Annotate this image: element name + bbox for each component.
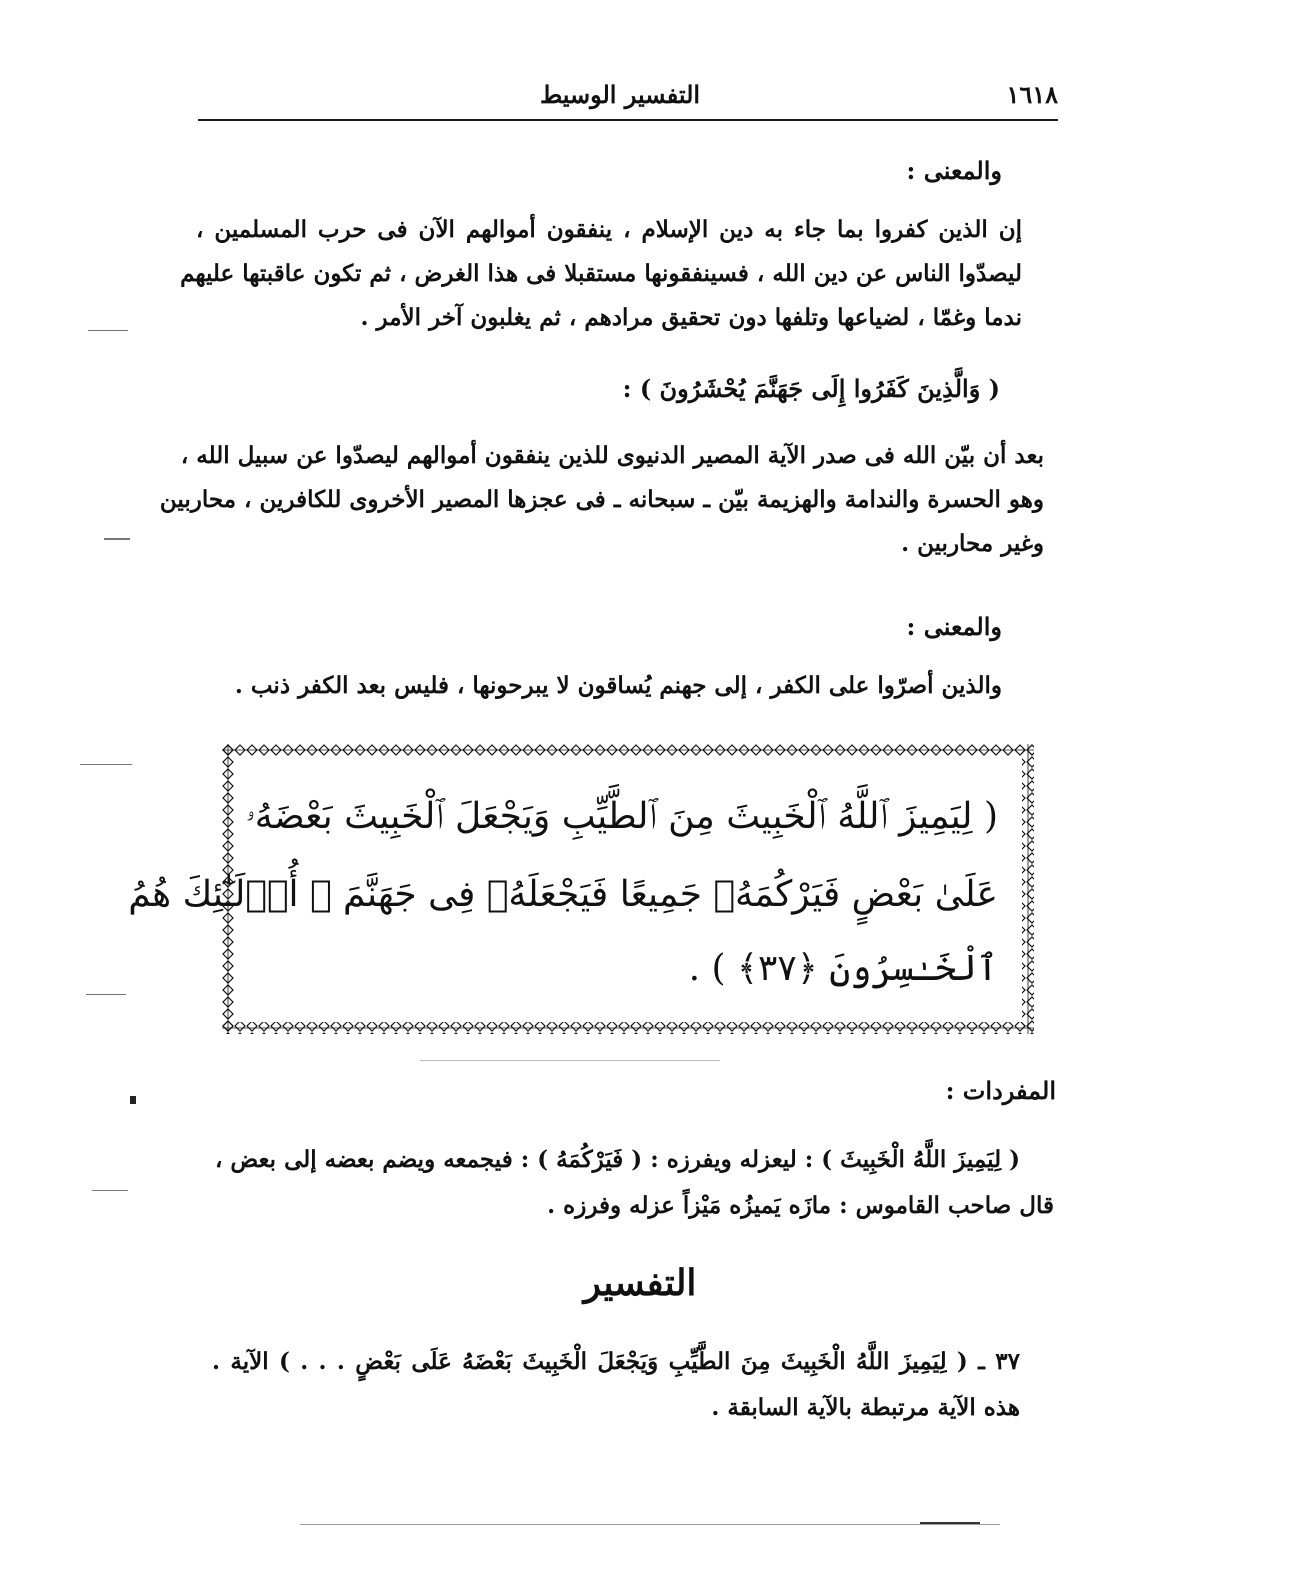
paragraph-line: إن الذين كفروا بما جاء به دين الإسلام ، ينفقون أموالهم الآن فى حرب المسلمين ، — [196, 216, 1022, 243]
paragraph-line: ( لِيَمِيزَ اللَّهُ الْخَبِيثَ ) : ليعزله ويفرزه : ( فَيَرْكُمَهُ ) : فيجمعه ويضم بعضه إلى بعض ، — [214, 1146, 1020, 1173]
tafsir-paragraph — [212, 1340, 1020, 1384]
paragraph-line: قال صاحب القاموس : مازَه يَميزُه مَيْزاً عزله وفرزه . — [547, 1192, 1054, 1219]
header-rule — [198, 119, 1058, 121]
verse-heading: ( وَالَّذِينَ كَفَرُوا إِلَى جَهَنَّمَ يُحْشَرُونَ ) : — [622, 374, 1000, 403]
paragraph-line: هذه الآية مرتبطة بالآية السابقة . — [711, 1394, 1020, 1421]
scan-artifact — [92, 1190, 128, 1191]
paragraph-line: ندما وغمّا ، لضياعها وتلفها دون تحقيق مرادهم ، ثم يغلبون آخر الأمر . — [360, 304, 1022, 331]
tafsir-heading: التفسير — [583, 1262, 697, 1304]
paragraph-line: ليصدّوا الناس عن دين الله ، فسينفقونها مستقبلا فى هذا الغرض ، ثم تكون عاقبتها عليهم — [180, 260, 1022, 287]
meaning-paragraph-2 — [222, 664, 1002, 708]
quran-line: ٱلْخَـٰسِرُونَ ﴿٣٧﴾ ) . — [688, 948, 998, 989]
quran-verse-frame — [128, 744, 1034, 1034]
paragraph-line: بعد أن بيّن الله فى صدر الآية المصير الدنيوى للذين ينفقون أموالهم ليصدّوا عن سبيل الله ، — [180, 442, 1044, 469]
paragraph-line: ٣٧ ـ ( لِيَمِيزَ اللَّهُ الْخَبِيثَ مِنَ الطَّيِّبِ وَيَجْعَلَ الْخَبِيثَ بَعْضَهُ عَلَى بَعْضٍ . . . ) الآية . — [212, 1348, 1020, 1375]
scan-artifact — [420, 1060, 720, 1061]
scan-artifact — [104, 538, 130, 540]
scan-artifact — [88, 330, 128, 331]
quran-line: عَلَىٰ بَعْضٍ فَيَرْكُمَهُۥ جَمِيعًا فَيَجْعَلَهُۥ فِى جَهَنَّمَ ۚ أُو۟لَـٰٓئِكَ هُمُ — [128, 874, 998, 915]
vocabulary-paragraph-cont — [214, 1184, 1054, 1228]
paragraph-line: وهو الحسرة والندامة والهزيمة بيّن ـ سبحانه ـ فى عجزها المصير الأخروى للكافرين ، محاربين — [159, 486, 1044, 513]
running-title: التفسير الوسيط — [539, 80, 701, 109]
commentary-paragraph — [159, 434, 1044, 566]
meaning-label-1: والمعنى : — [906, 156, 1002, 185]
vocabulary-paragraph — [214, 1138, 1020, 1182]
paragraph-line: وغير محاربين . — [901, 530, 1044, 557]
vocabulary-label: المفردات : — [945, 1076, 1056, 1105]
tafsir-paragraph-cont — [420, 1386, 1020, 1430]
scan-artifact — [920, 1522, 980, 1524]
meaning-paragraph-1 — [180, 208, 1022, 340]
scan-artifact — [300, 1524, 1000, 1525]
quran-line: ( لِيَمِيزَ ٱللَّهُ ٱلْخَبِيثَ مِنَ ٱلطَّيِّبِ وَيَجْعَلَ ٱلْخَبِيثَ بَعْضَهُۥ — [245, 796, 998, 837]
meaning-label-2: والمعنى : — [906, 612, 1002, 641]
page-number: ١٦١٨ — [1006, 80, 1058, 109]
scan-artifact — [86, 994, 126, 995]
scan-artifact — [130, 1096, 136, 1104]
paragraph-line: والذين أصرّوا على الكفر ، إلى جهنم يُساقون لا يبرحونها ، فليس بعد الكفر ذنب . — [234, 672, 1002, 699]
scan-artifact — [80, 764, 132, 765]
